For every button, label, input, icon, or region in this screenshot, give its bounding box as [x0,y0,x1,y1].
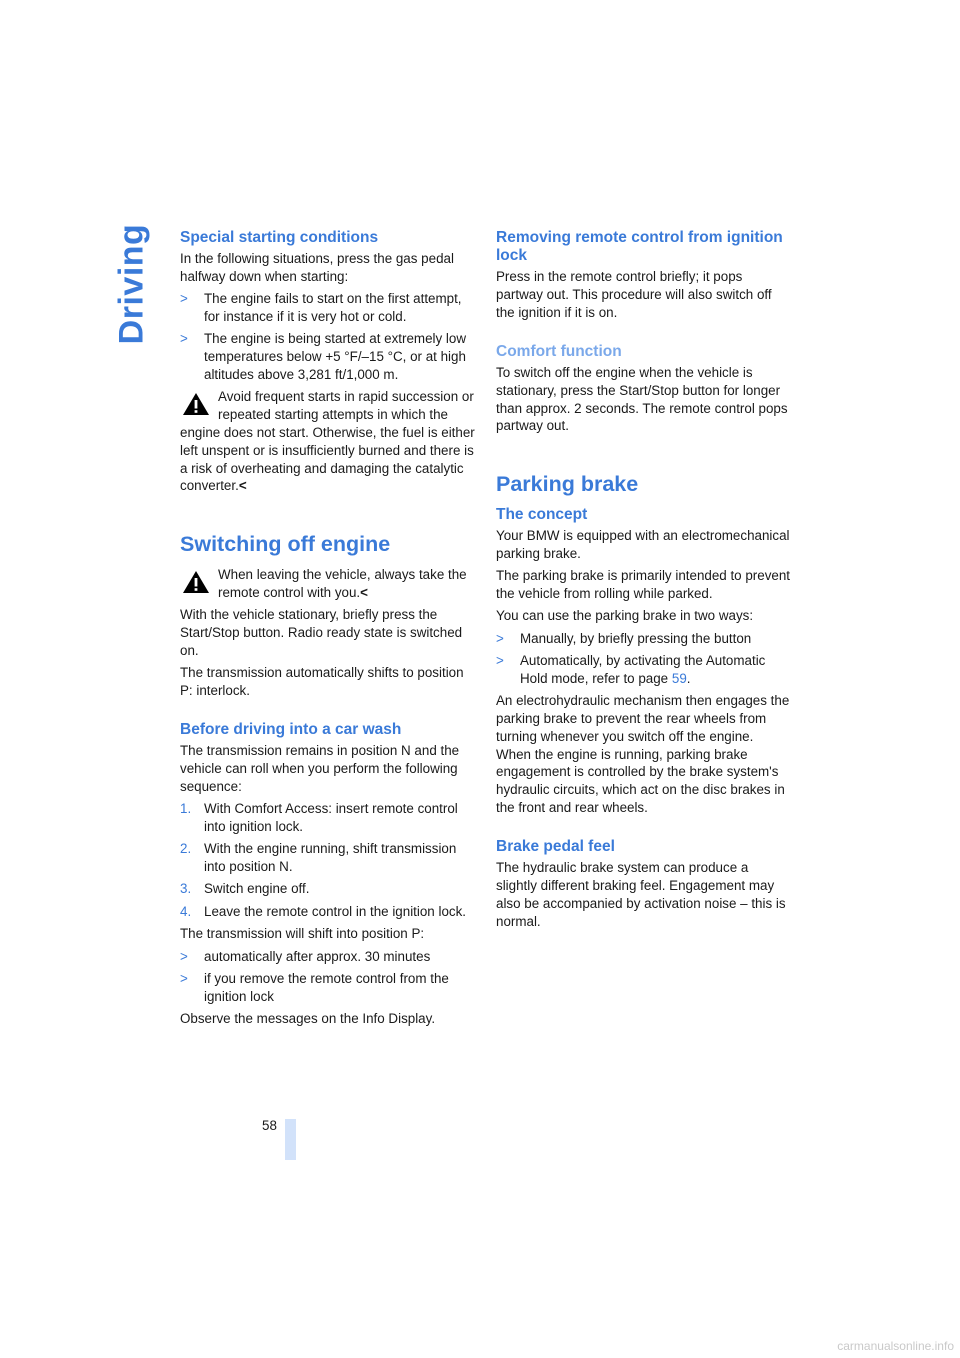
step-text: Leave the remote control in the ignition lock. [204,903,467,919]
car-wash-observe: Observe the messages on the Info Display. [180,1011,436,1027]
warning-text: When leaving the vehicle, always take the remote control with you. [218,566,467,600]
bullet-marker: > [496,630,504,646]
switching-off-heading: Switching off engine [180,531,391,556]
concept-text: An electrohydraulic mechanism then engages the parking brake to prevent the rear wheels from turning whenever you switch off the engine. [496,693,790,744]
list-item [180,290,475,326]
list-item [496,652,791,688]
section-tab [108,223,156,345]
page-number: 58 [262,1118,277,1133]
brake-pedal-text: The hydraulic brake system can produce a slightly different braking feel. Engagement may also be accompanied by activation noise – this is normal. [496,860,786,929]
step-number: 4. [180,903,192,919]
warning-text: Avoid frequent starts in rapid succession or repeated starting attempts in which the engine does not start. Otherwise, the fuel is either left unspent or is insufficiently burned and there is a risk of overheating and damaging the catalytic converter. [180,389,475,494]
list-item [180,330,475,383]
step-text: With Comfort Access: insert remote control into ignition lock. [204,801,458,834]
concept-paragraph [496,692,791,745]
numbered-step [180,800,475,836]
right-column [496,229,791,935]
comfort-function-heading: Comfort function [496,342,622,360]
car-wash-intro: The transmission remains in position N and the vehicle can roll when you perform the following sequence: [180,743,460,794]
car-wash-shift-text: The transmission will shift into position P: [180,926,425,942]
switching-off-paragraph: The transmission automatically shifts to position P: interlock. [180,664,464,698]
bullet-marker: > [180,291,188,307]
concept-paragraph: The parking brake is primarily intended to prevent the vehicle from rolling while parked. [496,567,790,601]
period: . [686,670,691,686]
end-mark: < [360,584,368,600]
concept-paragraph: You can use the parking brake in two ways: [496,608,754,624]
comfort-function-text: To switch off the engine when the vehicle is stationary, press the Start/Stop button for longer than approx. 2 seconds. The remote control pops partway out. [496,364,788,434]
left-column [180,229,475,1033]
list-item [180,970,475,1006]
concept-paragraph: Your BMW is equipped with an electromechanical parking brake. [496,527,790,561]
warning-triangle-icon [182,392,210,416]
bullet-marker: > [180,948,188,964]
numbered-step [180,903,475,921]
list-item-text: The engine fails to start on the first attempt, for instance if it is very hot or cold. [204,291,462,324]
special-starting-intro: In the following situations, press the gas pedal halfway down when starting: [180,251,454,284]
list-item-text: Manually, by briefly pressing the button [520,630,752,646]
step-number: 1. [180,801,192,817]
warning-triangle-icon [182,570,210,594]
numbered-step [180,880,475,898]
list-item [180,948,475,966]
bullet-marker: > [496,652,504,668]
parking-brake-heading: Parking brake [496,471,639,496]
warning-note [180,388,475,495]
step-number: 2. [180,841,192,857]
end-mark: < [238,478,247,494]
step-text: Switch engine off. [204,881,310,897]
list-item-text: automatically after approx. 30 minutes [204,948,431,964]
step-number: 3. [180,881,192,897]
list-item-text: The engine is being started at extremely low temperatures below +5 °F/–15 °C, or at high altitudes above 3,281 ft/1,000 m. [204,331,467,382]
watermark: carmanualsonline.info [837,1339,954,1353]
warning-note [180,566,475,602]
list-item-text: if you remove the remote control from the ignition lock [204,971,449,1004]
bullet-marker: > [180,971,188,987]
page-number-bar [285,1119,296,1160]
concept-heading: The concept [496,505,588,523]
concept-paragraph: When the engine is running, parking brake engagement is controlled by the brake system's hydraulic circuits, which act on the disc brakes in the front and rear wheels. [496,746,785,815]
page-reference-link[interactable]: 59 [671,670,687,686]
removing-remote-text: Press in the remote control briefly; it pops partway out. This procedure will also switch off the ignition if it is on. [496,269,772,320]
section-tab-label: Driving [112,223,151,345]
switching-off-paragraph: With the vehicle stationary, briefly press the Start/Stop button. Radio ready state is switched on. [180,606,463,658]
special-starting-heading: Special starting conditions [180,229,379,246]
removing-remote-heading: Removing remote control from ignition lock [496,229,783,264]
car-wash-heading: Before driving into a car wash [180,721,402,739]
bullet-marker: > [180,331,188,347]
step-text: With the engine running, shift transmission into position N. [204,841,457,875]
numbered-step [180,840,475,876]
list-item [496,630,791,648]
brake-pedal-heading: Brake pedal feel [496,838,615,856]
list-item-text: Automatically, by activating the Automatic Hold mode, refer to page [520,652,766,686]
